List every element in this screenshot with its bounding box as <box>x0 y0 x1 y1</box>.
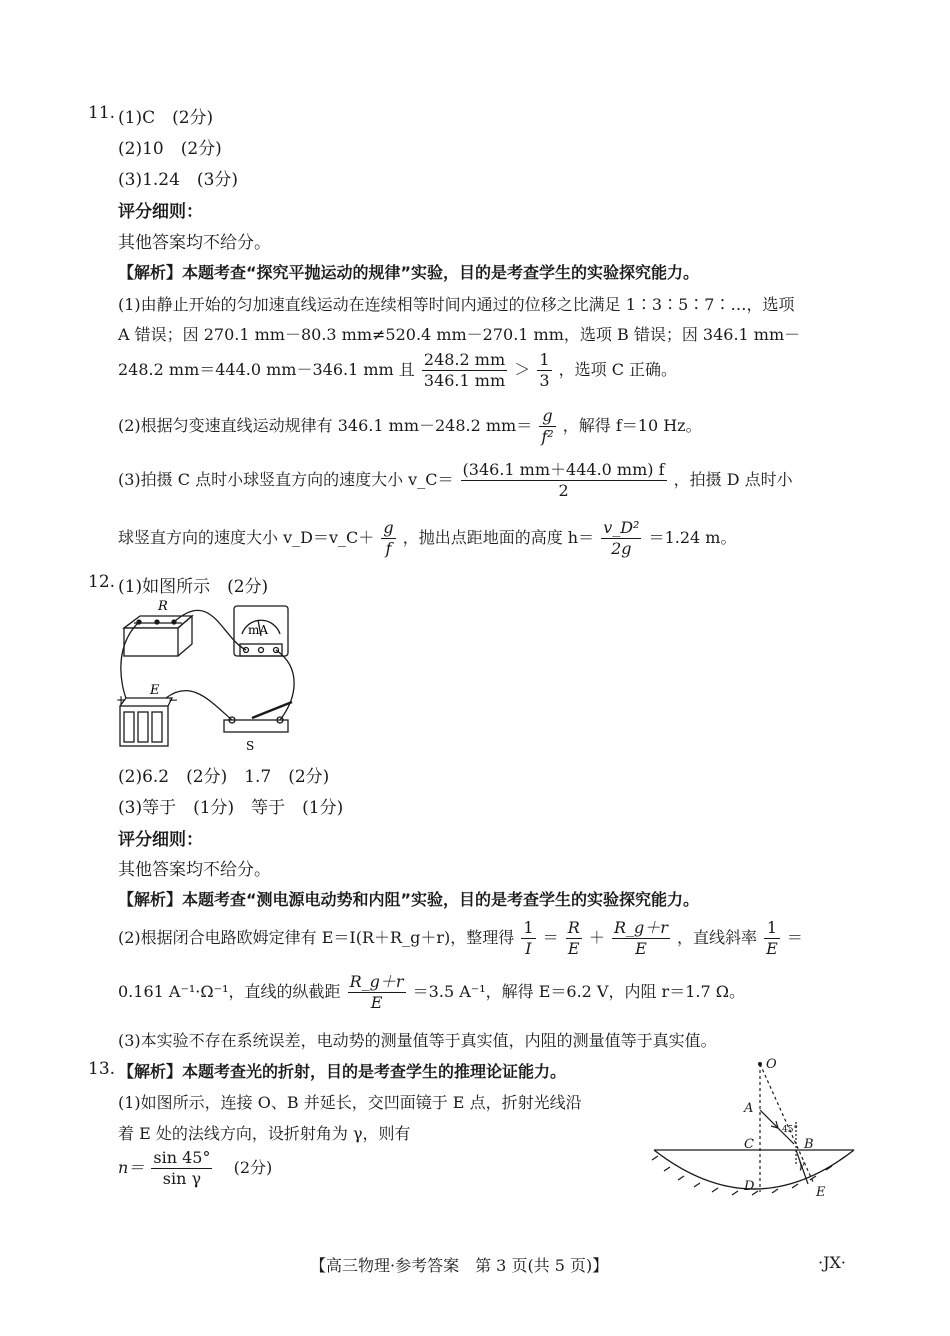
q12-number: 12. <box>88 572 116 592</box>
q11-analysis-title: 【解析】本题考查“探究平抛运动的规律”实验，目的是考查学生的实验探究能力。 <box>118 263 700 282</box>
q11-answer-1: (1)C (2分) <box>118 108 214 128</box>
q12-rubric-text: 其他答案均不给分。 <box>118 860 271 880</box>
label-O: O <box>766 1057 777 1072</box>
q13-equation: n＝ $\frac{\sin 45^\circ}{\text{sin γ}}$ (2分) <box>118 1148 273 1188</box>
label-E: E <box>816 1185 826 1200</box>
optics-diagram <box>648 1056 860 1206</box>
q11-number: 11. <box>88 103 116 123</box>
label-plus: + <box>116 693 127 707</box>
label-gamma: γ <box>798 1158 805 1171</box>
label-B: B <box>804 1137 814 1152</box>
q13-analysis-line2: 着 E 处的法线方向，设折射角为 γ，则有 <box>118 1124 411 1143</box>
page-footer: 【高三物理·参考答案 第 3 页(共 5 页)】 <box>310 1256 609 1275</box>
q12-analysis-title: 【解析】本题考查“测电源电动势和内阻”实验，目的是考查学生的实验探究能力。 <box>118 890 700 909</box>
q11-answer-3: (3)1.24 (3分) <box>118 170 239 190</box>
q12-analysis-part3: (3)本实验不存在系统误差，电动势的测量值等于真实值，内阻的测量值等于真实值。 <box>118 1031 717 1050</box>
q12-answer-2: (2)6.2 (2分) 1.7 (2分) <box>118 767 330 787</box>
q11-analysis-part3: (3)拍摄 C 点时小球竖直方向的速度大小 v_C＝ $\frac{(346.1 mm+444.0 mm) f}{2}$ ，拍摄 D 点时小 <box>118 460 793 500</box>
q13-analysis-line1: (1)如图所示，连接 O、B 并延长，交凹面镜于 E 点，折射光线沿 <box>118 1093 582 1112</box>
label-D: D <box>744 1179 755 1194</box>
label-S: S <box>246 739 255 753</box>
q11-analysis-part4: 球竖直方向的速度大小 v_D＝v_C＋ $\frac{g}{f}$ ，抛出点距地面的高度 h＝ $\frac{\text{v\_D²}}{2g}$ ＝1.24 m。 <box>118 518 737 558</box>
q12-analysis-part2-line2: 0.161 A⁻¹·Ω⁻¹，直线的纵截距 $\frac{R\_g+r}{E}$ ＝3.5 A⁻¹，解得 E＝6.2 V，内阻 r＝1.7 Ω。 <box>118 972 746 1012</box>
label-R: R <box>158 599 168 614</box>
label-minus: − <box>168 693 179 707</box>
q12-answer-1: (1)如图所示 (2分) <box>118 577 269 597</box>
q11-analysis-line1: (1)由静止开始的匀加速直线运动在连续相等时间内通过的位移之比满足 1∶3∶5∶7∶…，选项 <box>118 295 795 314</box>
label-angle: 45° <box>782 1125 798 1135</box>
label-A: A <box>744 1101 754 1116</box>
label-mA: mA <box>248 623 269 637</box>
q11-analysis-line3: 248.2 mm＝444.0 mm－346.1 mm 且 $\frac{248.2 mm}{346.1 mm}$ ＞ $\frac{1}{3}$ ，选项 C 正确。 <box>118 350 678 390</box>
q12-answer-3: (3)等于 (1分) 等于 (1分) <box>118 798 344 818</box>
q11-analysis-part2: (2)根据匀变速直线运动规律有 346.1 mm－248.2 mm＝ $\frac{g}{\text{f²}}$ ，解得 f＝10 Hz。 <box>118 406 702 446</box>
q13-number: 13. <box>88 1059 116 1079</box>
label-E: E <box>150 683 160 698</box>
footer-code: ·JX· <box>818 1253 846 1272</box>
q11-rubric-text: 其他答案均不给分。 <box>118 233 271 253</box>
q13-analysis-title: 【解析】本题考查光的折射，目的是考查学生的推理论证能力。 <box>118 1062 567 1081</box>
q11-analysis-line2: A 错误；因 270.1 mm－80.3 mm≠520.4 mm－270.1 mm，选项 B 错误；因 346.1 mm－ <box>118 325 801 344</box>
q11-answer-2: (2)10 (2分) <box>118 139 222 159</box>
q12-analysis-part2-line1: (2)根据闭合电路欧姆定律有 E＝I(R＋R_g＋r)，整理得 $\frac{1}{I}$ ＝ $\frac{R}{E}$ ＋ $\frac{R\_g+r}{E}$ ，直线斜率 $\frac{1}{E}$ ＝ <box>118 918 803 958</box>
q12-rubric-title: 评分细则： <box>118 830 203 850</box>
label-C: C <box>744 1137 754 1152</box>
q11-rubric-title: 评分细则： <box>118 202 203 222</box>
circuit-diagram <box>112 598 322 756</box>
